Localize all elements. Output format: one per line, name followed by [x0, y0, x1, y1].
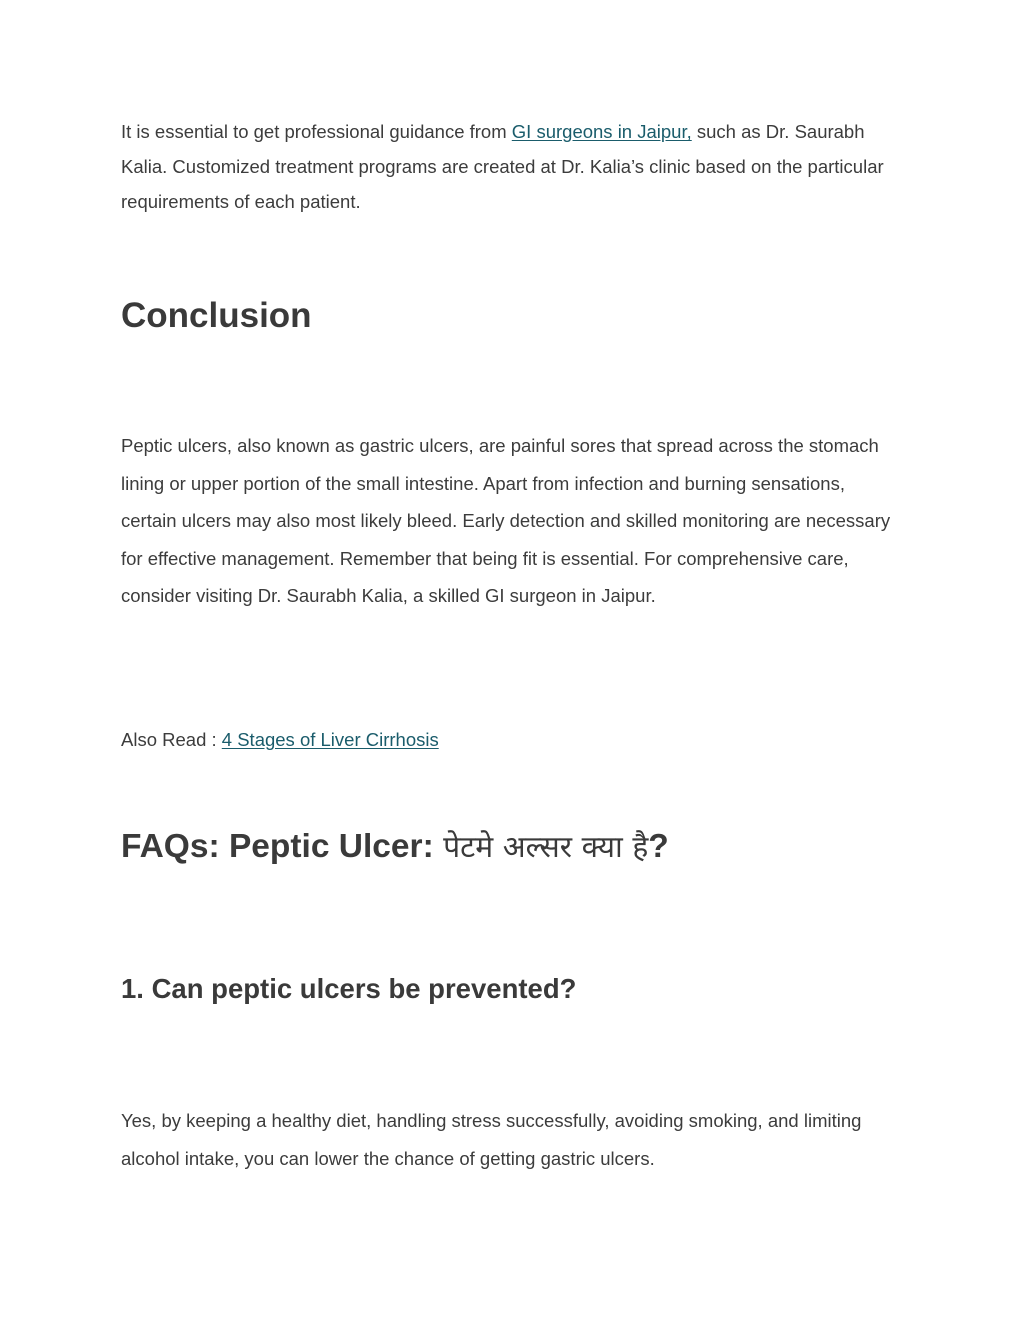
gi-surgeons-link[interactable]: GI surgeons in Jaipur,: [511, 121, 692, 142]
faq-heading-end: ?: [648, 828, 669, 865]
faq-heading-latin: FAQs: Peptic Ulcer:: [121, 828, 444, 865]
faq-answer-wrap: [121, 1102, 901, 1177]
intro-section: [121, 114, 901, 219]
faq-question-wrap: [121, 972, 901, 1006]
intro-paragraph: [121, 114, 901, 219]
also-read-line: [121, 721, 901, 759]
liver-cirrhosis-link[interactable]: 4 Stages of Liver Cirrhosis: [221, 729, 439, 750]
conclusion-heading-wrap: [121, 295, 901, 337]
conclusion-paragraph: Peptic ulcers, also known as gastric ulcers, are painful sores that spread across the stomach lining or upper portion of the small intestine. Apart from infection and burning sensations, certain ulcers may also most likely bleed. Early detection and skilled monitoring are necessary for effective management. Remember that being fit is essential. For comprehensive care, consider visiting Dr. Saurabh Kalia, a skilled GI surgeon in Jaipur.: [121, 435, 891, 606]
faq-heading-devanagari: पेटमे अल्सर क्या है: [443, 830, 649, 865]
conclusion-heading: Conclusion: [121, 296, 312, 335]
faq-heading: [121, 826, 901, 869]
faq-heading-wrap: [121, 826, 901, 869]
intro-text-after: such as Dr. Saurabh Kalia. Customized treatment programs are created at Dr. Kalia’s clinic based on the particular requirements of each patient.: [121, 121, 884, 212]
also-read-section: [121, 721, 901, 759]
faq-question: 1. Can peptic ulcers be prevented?: [121, 973, 577, 1004]
intro-text-before: It is essential to get professional guidance from: [121, 121, 512, 142]
also-read-label: Also Read :: [121, 729, 222, 750]
conclusion-section: [121, 427, 901, 615]
faq-answer: Yes, by keeping a healthy diet, handling stress successfully, avoiding smoking, and limiting alcohol intake, you can lower the chance of getting gastric ulcers.: [121, 1110, 862, 1169]
